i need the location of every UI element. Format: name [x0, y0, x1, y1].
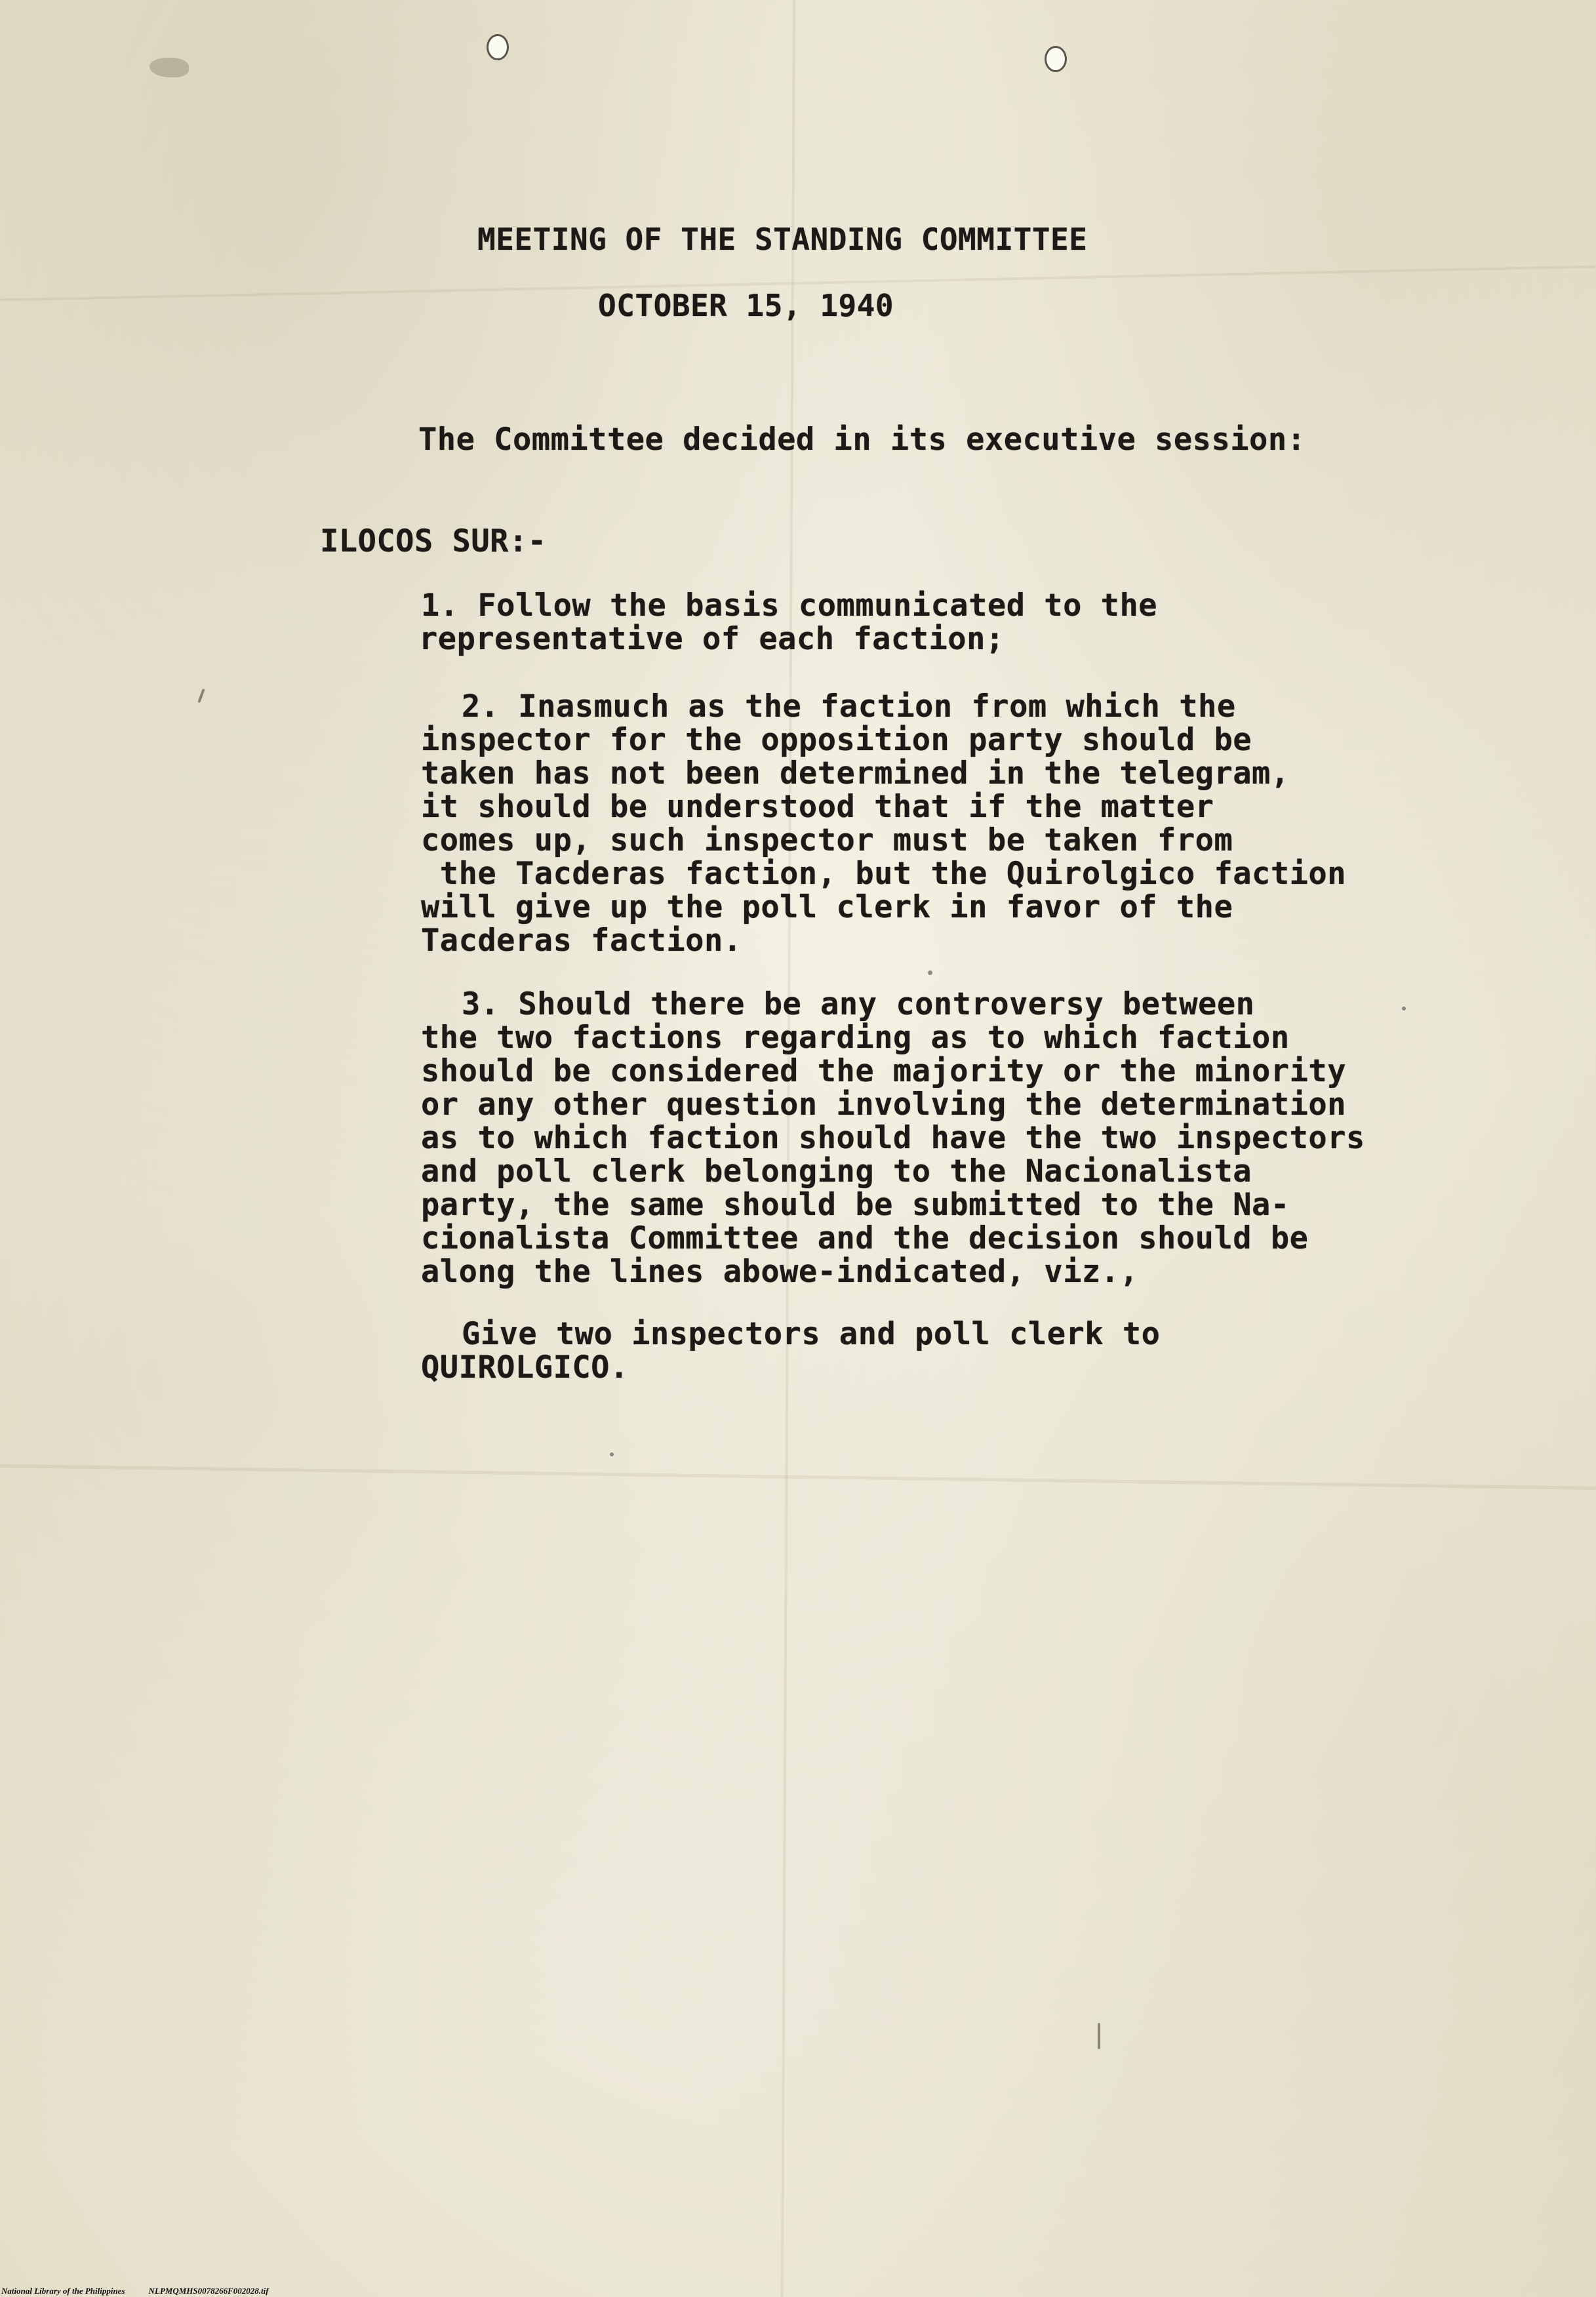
intro-line: The Committee decided in its executive session: [418, 422, 1306, 458]
paragraph-line: Tacderas faction. [421, 923, 742, 959]
paragraph-line: will give up the poll clerk in favor of the [421, 889, 1233, 925]
footer-file-id: NLPMQMHS0078266F002028.tif [148, 2286, 269, 2296]
ink-speck [1402, 1007, 1406, 1010]
paragraph-line: representative of each faction; [419, 621, 1005, 657]
document-date: OCTOBER 15, 1940 [598, 288, 894, 323]
paragraph-line: the Tacderas faction, but the Quirolgico faction [421, 856, 1347, 892]
punch-hole [1045, 46, 1067, 72]
paragraph-line: or any other question involving the determination [421, 1087, 1347, 1123]
paragraph-line: QUIROLGICO. [421, 1349, 629, 1386]
paragraph-line: cionalista Committee and the decision should be [421, 1220, 1309, 1256]
footer-institution: National Library of the Philippines [1, 2286, 125, 2296]
paragraph-line: as to which faction should have the two inspectors [421, 1120, 1365, 1156]
paper-crease [0, 1464, 1596, 1490]
paragraph-line: party, the same should be submitted to the Na- [421, 1187, 1290, 1223]
archive-footer [1, 2286, 292, 2296]
paragraph-line: along the lines abowe-indicated, viz., [421, 1254, 1139, 1290]
document-heading: MEETING OF THE STANDING COMMITTEE [477, 222, 1088, 257]
ink-speck [1098, 2023, 1100, 2049]
paragraph-line: and poll clerk belonging to the Nacionalista [421, 1153, 1252, 1189]
paragraph-line: comes up, such inspector must be taken from [421, 822, 1233, 858]
paragraph-line: Give two inspectors and poll clerk to [462, 1316, 1161, 1352]
paragraph-1 [421, 589, 1157, 656]
paragraph-line: it should be understood that if the matter [421, 789, 1214, 825]
paragraph-2 [421, 690, 1346, 957]
paragraph-line: inspector for the opposition party should be [421, 722, 1252, 758]
paragraph-line: should be considered the majority or the minority [421, 1053, 1347, 1089]
paragraph-line: 3. Should there be any controversy between [462, 986, 1255, 1022]
ink-speck [197, 689, 205, 703]
paper-tear [150, 58, 189, 77]
paragraph-line: 2. Inasmuch as the faction from which the [462, 689, 1236, 725]
paragraph-line: 1. Follow the basis communicated to the [421, 588, 1158, 624]
paragraph-line: taken has not been determined in the telegram, [421, 755, 1290, 791]
ink-speck [610, 1452, 614, 1456]
paragraph-line: the two factions regarding as to which faction [421, 1020, 1290, 1056]
paragraph-3 [421, 988, 1365, 1288]
section-heading: ILOCOS SUR:- [320, 523, 547, 559]
ink-speck [928, 970, 932, 975]
punch-hole [487, 34, 509, 60]
paragraph-4 [421, 1317, 1160, 1384]
